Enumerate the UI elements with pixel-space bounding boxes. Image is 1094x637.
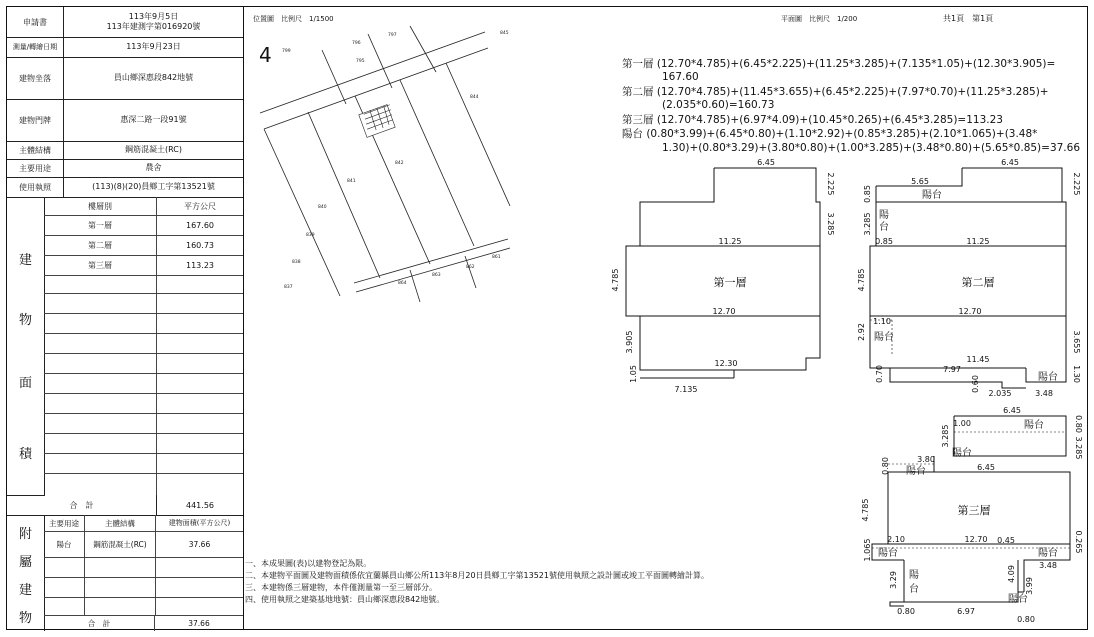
annex-area: 37.66: [188, 539, 211, 549]
applicant-label: 申請書: [7, 7, 64, 37]
table-row: [44, 577, 243, 598]
floor-area: 167.60: [186, 220, 214, 230]
use-value: 農舍: [145, 163, 162, 172]
address-row: [7, 99, 243, 142]
structure-value: 鋼筋混凝土(RC): [125, 145, 182, 154]
table-row: [44, 597, 243, 616]
applicant-date: 113年9月5日: [128, 12, 179, 21]
dim-label: 4.785: [611, 268, 620, 292]
dim-label: 7.135: [674, 385, 698, 394]
dim-label: 3.655: [1072, 330, 1081, 354]
dim-label: 0.80: [1017, 615, 1035, 624]
dim-label: 3.285: [1074, 436, 1083, 460]
side-char-2: 物: [19, 313, 33, 328]
dim-label: 6.45: [1003, 406, 1021, 415]
parcel-label: 796: [352, 41, 361, 46]
balcony-label: 陽台: [952, 448, 972, 459]
dim-label: 0.45: [997, 536, 1015, 545]
dim-label: 7.97: [943, 365, 961, 374]
balcony-label: 陽台: [922, 190, 942, 201]
annex-header-area: 建物面積(平方公尺): [168, 519, 231, 527]
balcony-label: 陽台: [878, 548, 898, 559]
balcony-label: 陽: [909, 570, 919, 581]
dim-label: 3.48: [1035, 389, 1053, 398]
table-row: [44, 215, 243, 236]
dim-label: 4.09: [1007, 565, 1016, 583]
annex-total-row: [44, 615, 243, 631]
address-value: 惠深二路一段91號: [120, 115, 187, 124]
parcel-label: 842: [395, 161, 404, 166]
balcony-label: 陽台: [1008, 594, 1028, 605]
notes: [245, 558, 709, 606]
dim-label: 1.30: [1072, 365, 1081, 383]
plan-header: 平面圖 比例尺 1/200: [781, 15, 858, 23]
survey-date-row: [7, 37, 243, 58]
table-row: [44, 333, 243, 354]
balcony-label: 台: [879, 222, 889, 233]
dim-label: 6.97: [957, 607, 975, 616]
floor3-title: 第三層: [957, 504, 991, 517]
location-value: 員山鄉深惠段842地號: [113, 73, 194, 82]
north-arrow: 4: [259, 43, 272, 67]
survey-date-label: 測量/轉繪日期: [7, 37, 64, 57]
dim-label: 2.035: [988, 389, 1012, 398]
dim-label: 1.065: [863, 538, 872, 562]
formula-line: 第二層 (12.70*4.785)+(11.45*3.655)+(6.45*2.225)+(7.97*0.70)+(11.25*3.285)+: [622, 86, 1049, 98]
formula-line: (2.035*0.60)=160.73: [662, 99, 775, 111]
floor1-title: 第一層: [713, 276, 747, 289]
dim-label: 11.25: [966, 237, 990, 246]
annex-total-label: 合 計: [44, 615, 155, 631]
table-row: [44, 235, 243, 256]
balcony-label: 陽台: [1038, 548, 1058, 559]
table-row: [44, 393, 243, 414]
formula-line: 第三層 (12.70*4.785)+(6.97*4.09)+(10.45*0.265)+(6.45*3.285)=113.23: [622, 114, 1003, 126]
license-value: (113)(8)(20)員鄉工字第13521號: [92, 182, 215, 191]
dim-label: 2.10: [887, 535, 905, 544]
dim-label: 2.225: [1072, 172, 1081, 196]
parcel-label: 797: [388, 33, 397, 38]
dim-label: 11.45: [966, 355, 990, 364]
location-label: 建物坐落: [7, 57, 64, 99]
survey-date: 113年9月23日: [126, 42, 181, 51]
parcel-label: 839: [306, 233, 315, 238]
location-row: [7, 57, 243, 100]
parcel-label: 862: [466, 265, 475, 270]
floor2-plan: [852, 156, 1084, 400]
side-char-1: 建: [19, 253, 33, 268]
note-line: 二、本建物平面圖及建物面積係依宜蘭縣員山鄉公所113年8月20日員鄉工字第13521號使用執照之設計圖或竣工平面圖轉繪計算。: [245, 571, 709, 580]
dim-label: 12.70: [964, 535, 988, 544]
balcony-label: 陽台: [1024, 420, 1044, 431]
dim-label: 0.85: [875, 237, 893, 246]
table-row: [44, 531, 243, 558]
floor-name: 第三層: [44, 255, 157, 275]
dim-label: 12.70: [958, 307, 982, 316]
dim-label: 3.285: [826, 212, 835, 236]
floor3-plan: [854, 402, 1086, 628]
area-header-floor: 樓層別: [44, 197, 157, 215]
license-row: [7, 177, 243, 198]
dim-label: 0.265: [1074, 530, 1083, 554]
dim-label: 12.70: [712, 307, 736, 316]
annex-char-3: 建: [19, 583, 33, 598]
dim-label: 2.225: [826, 172, 835, 196]
balcony-label: 陽台: [874, 332, 894, 343]
note-line: 一、本成果圖(表)以建物登記為限。: [245, 559, 372, 568]
parcel-label: 861: [492, 255, 501, 260]
side-char-4: 積: [19, 447, 33, 462]
balcony-label: 陽台: [906, 466, 926, 477]
dim-label: 1.00: [953, 419, 971, 428]
address-label: 建物門牌: [7, 99, 64, 141]
dim-label: 0.70: [875, 365, 884, 383]
annex-structure: 鋼筋混凝土(RC): [85, 531, 156, 557]
parcel-label: 840: [318, 205, 327, 210]
floor-name: 第二層: [44, 235, 157, 255]
table-row: [44, 353, 243, 374]
location-map-header: 位置圖 比例尺 1/1500: [253, 15, 334, 23]
dim-label: 3.905: [625, 330, 634, 354]
balcony-label: 台: [909, 584, 919, 595]
dim-label: 2.92: [857, 323, 866, 341]
annex-char-1: 附: [19, 527, 33, 542]
annex-total-value: 37.66: [188, 618, 210, 628]
table-row: [44, 473, 243, 495]
table-row: [44, 255, 243, 276]
dim-label: 0.80: [897, 607, 915, 616]
dim-label: 3.80: [917, 455, 935, 464]
balcony-label: 陽台: [1038, 372, 1058, 383]
floor2-title: 第二層: [961, 276, 995, 289]
formula-line: 1.30)+(0.80*3.29)+(3.80*0.80)+(1.00*3.285)+(3.48*0.80)+(5.65*0.85)=37.66: [662, 142, 1081, 154]
dim-label: 3.285: [941, 424, 950, 448]
annex-header: [44, 515, 243, 532]
dim-label: 4.785: [857, 268, 866, 292]
location-map: [260, 26, 522, 302]
annex-use: 陽台: [44, 531, 85, 557]
structure-label: 主體結構: [7, 141, 64, 159]
floor-area-grid: [44, 197, 243, 495]
total-value: 441.56: [186, 500, 214, 510]
dim-label: 0.80: [881, 457, 890, 475]
use-row: [7, 159, 243, 178]
parcel-label: 795: [356, 59, 365, 64]
balcony-label: 陽: [879, 210, 889, 221]
dim-label: 3.99: [1025, 577, 1034, 595]
parcel-label: 864: [398, 281, 407, 286]
dim-label: 0.85: [863, 185, 872, 203]
parcel-label: 845: [500, 31, 509, 36]
dim-label: 6.45: [977, 463, 995, 472]
total-row: [7, 495, 243, 516]
side-char-3: 面: [19, 376, 33, 391]
info-table: [7, 7, 244, 629]
dim-label: 5.65: [911, 177, 929, 186]
table-row: [44, 453, 243, 474]
area-header: [44, 197, 243, 216]
floor1-plan: [606, 156, 834, 400]
annex-grid: [44, 515, 243, 631]
table-row: [44, 275, 243, 294]
area-header-sqm: 平方公尺: [184, 201, 216, 211]
formula-line: 第一層 (12.70*4.785)+(6.45*2.225)+(11.25*3.285)+(7.135*1.05)+(12.30*3.905)=: [622, 58, 1056, 70]
parcel-label: 844: [470, 95, 479, 100]
note-line: 四、使用執照之建築基地地號：員山鄉深惠段842地號。: [245, 595, 445, 604]
dim-label: 3.29: [889, 571, 898, 589]
annex-header-use: 主要用途: [44, 515, 85, 531]
structure-row: [7, 141, 243, 160]
formula-line: 167.60: [662, 71, 699, 83]
parcel-label: 799: [282, 49, 291, 54]
dim-label: 1.10: [873, 317, 891, 326]
annex-char-4: 物: [19, 611, 33, 626]
table-row: [44, 373, 243, 394]
dim-label: 6.45: [757, 158, 775, 167]
use-label: 主要用途: [7, 159, 64, 177]
dim-label: 6.45: [1001, 158, 1019, 167]
floor-area: 113.23: [186, 260, 214, 270]
floor-name: 第一層: [44, 215, 157, 235]
table-row: [44, 413, 243, 434]
page-count: 共1頁 第1頁: [943, 14, 994, 23]
parcel-label: 838: [292, 260, 301, 265]
table-row: [44, 433, 243, 454]
applicant-no: 113年建測字第016920號: [106, 22, 201, 31]
parcel-label: 837: [284, 285, 293, 290]
applicant-row: [7, 7, 243, 38]
building-area-side: [7, 197, 45, 496]
license-label: 使用執照: [7, 177, 64, 197]
parcel-label: 841: [347, 179, 356, 184]
floor-area: 160.73: [186, 240, 214, 250]
dim-label: 1.05: [629, 365, 638, 383]
parcel-label: 863: [432, 273, 441, 278]
table-row: [44, 557, 243, 578]
dim-label: 0.60: [971, 375, 980, 393]
dim-label: 3.48: [1039, 561, 1057, 570]
annex-header-structure: 主體結構: [85, 515, 156, 531]
note-line: 三、本建物係三層建物，本件僅測量第一至三層部分。: [245, 583, 437, 592]
table-row: [44, 313, 243, 334]
dim-label: 11.25: [718, 237, 742, 246]
dim-label: 0.80: [1074, 415, 1083, 433]
formula-line: 陽台 (0.80*3.99)+(6.45*0.80)+(1.10*2.92)+(0.85*3.285)+(2.10*1.065)+(3.48*: [622, 128, 1038, 140]
total-label: 合 計: [7, 495, 157, 515]
dim-label: 4.785: [861, 498, 870, 522]
annex-char-2: 屬: [19, 555, 33, 570]
dim-label: 3.285: [863, 212, 872, 236]
annex-side: [7, 515, 45, 631]
dim-label: 12.30: [714, 359, 738, 368]
table-row: [44, 293, 243, 314]
